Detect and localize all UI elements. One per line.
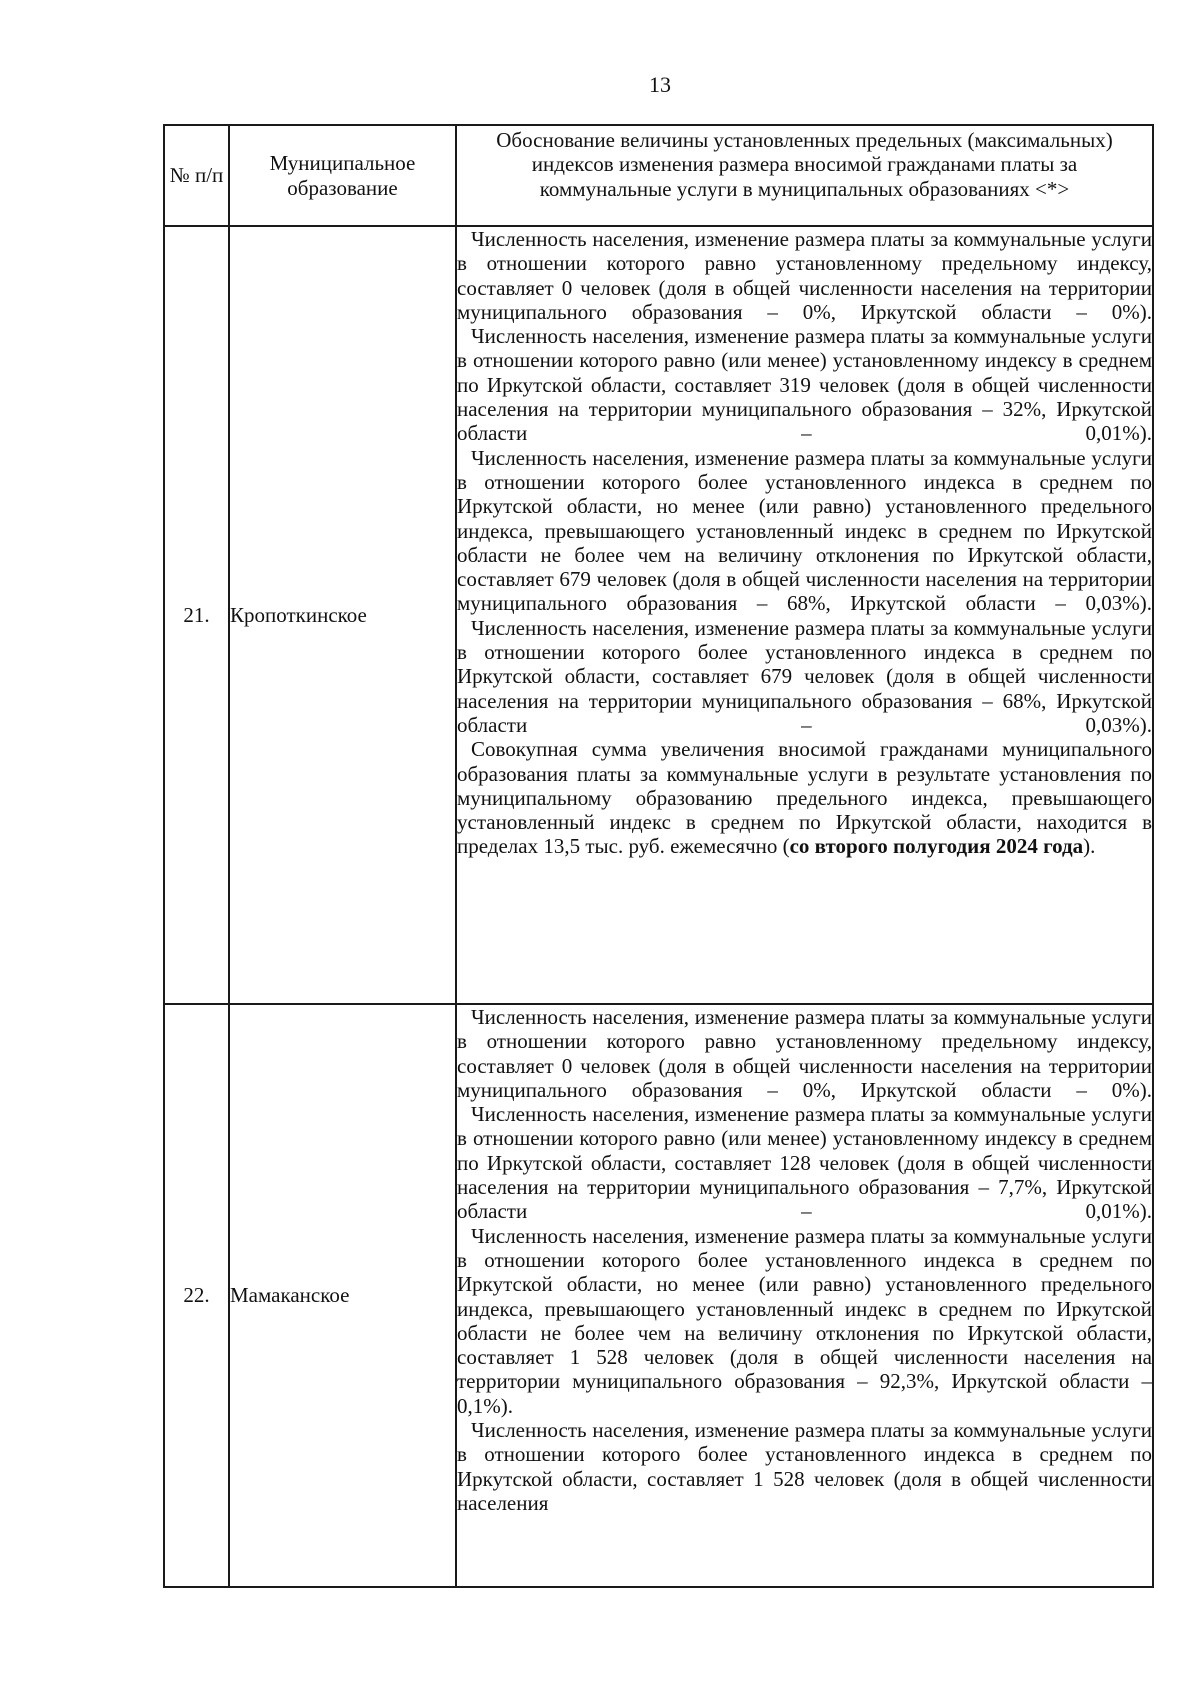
row-number: 21. — [164, 226, 229, 1004]
paragraph: Численность населения, изменение размера платы за коммунальные услуги в отношении которого равно (или менее) установленному индексу в среднем по Иркутской области, составляет 319 человек (доля в общей численности населения на территории муниципального образования – 32%, Иркутской области – 0,01%). — [457, 324, 1152, 446]
justification-cell — [456, 1004, 1153, 1587]
total-sum-text: Совокупная сумма увеличения вносимой гражданами муниципального образования платы за коммунальные услуги в результате установления по муниципальному образованию предельного индекса, превышающего установленный индекс в среднем по Иркутской области, находится в пределах 13,5 тыс. руб. ежемесячно ( — [457, 737, 1152, 859]
period-highlight: со второго полугодия 2024 года — [789, 834, 1084, 859]
header-municipality: Муниципальное образование — [229, 125, 456, 226]
total-sum-end: ). — [1083, 834, 1096, 859]
row-number: 22. — [164, 1004, 229, 1587]
paragraph: Численность населения, изменение размера платы за коммунальные услуги в отношении которого равно (или менее) установленному индексу в среднем по Иркутской области, составляет 128 человек (доля в общей численности населения на территории муниципального образования – 7,7%, Иркутской области – 0,01%). — [457, 1102, 1152, 1224]
paragraph: Численность населения, изменение размера платы за коммунальные услуги в отношении которого более установленного индекса в среднем по Иркутской области, но менее (или равно) установленного предельного индекса, превышающего установленный индекс в среднем по Иркутской области не более чем на величину отклонения по Иркутской области, составляет 1 528 человек (доля в общей численности населения на территории муниципального образования – 92,3%, Иркутской области – 0,1%). — [457, 1223, 1152, 1418]
header-justification: Обоснование величины установленных предельных (максимальных) индексов изменения размера вносимой гражданами платы за коммунальные услуги в муниципальных образованиях <*> — [456, 125, 1153, 226]
municipality-name: Кропоткинское — [229, 226, 456, 1004]
paragraph: Численность населения, изменение размера платы за коммунальные услуги в отношении которого более установленного индекса в среднем по Иркутской области, но менее (или равно) установленного предельного индекса, превышающего установленный индекс в среднем по Иркутской области не более чем на величину отклонения по Иркутской области, составляет 679 человек (доля в общей численности населения на территории муниципального образования – 68%, Иркутской области – 0,03%). — [457, 445, 1152, 616]
total-sum-paragraph — [457, 737, 1152, 858]
index-justification-table — [163, 124, 1154, 1588]
table-row — [164, 226, 1153, 1004]
paragraph: Численность населения, изменение размера платы за коммунальные услуги в отношении которого равно установленному предельному индексу, составляет 0 человек (доля в общей численности населения на территории муниципального образования – 0%, Иркутской области – 0%). — [457, 227, 1152, 324]
table-header-row — [164, 125, 1153, 226]
table-row — [164, 1004, 1153, 1587]
municipality-name: Мамаканское — [229, 1004, 456, 1587]
paragraph: Численность населения, изменение размера платы за коммунальные услуги в отношении которого более установленного индекса в среднем по Иркутской области, составляет 679 человек (доля в общей численности населения на территории муниципального образования – 68%, Иркутской области – 0,03%). — [457, 615, 1152, 737]
header-num: № п/п — [164, 125, 229, 226]
paragraph: Численность населения, изменение размера платы за коммунальные услуги в отношении которого более установленного индекса в среднем по Иркутской области, составляет 1 528 человек (доля в общей численности населения — [457, 1418, 1152, 1515]
justification-cell — [456, 226, 1153, 1004]
page-number: 13 — [649, 72, 671, 97]
paragraph: Численность населения, изменение размера платы за коммунальные услуги в отношении которого равно установленному предельному индексу, составляет 0 человек (доля в общей численности населения на территории муниципального образования – 0%, Иркутской области – 0%). — [457, 1005, 1152, 1102]
